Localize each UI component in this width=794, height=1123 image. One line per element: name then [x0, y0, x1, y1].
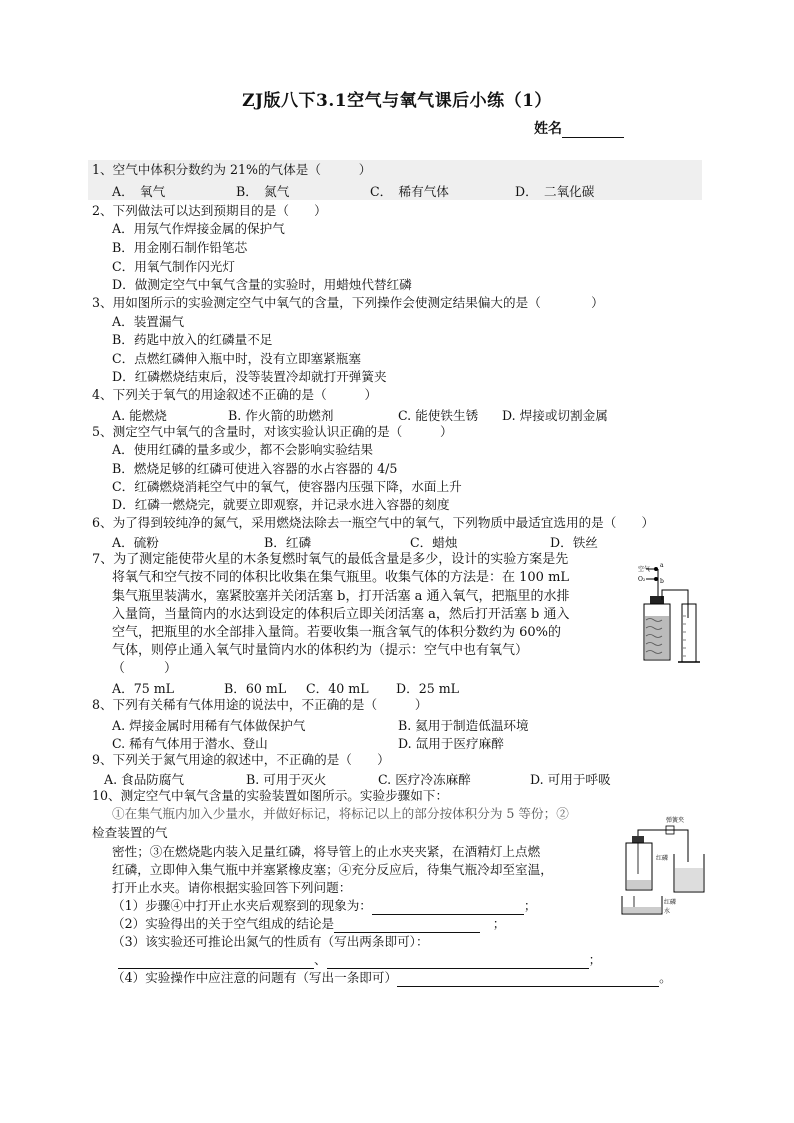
q1-option-a: A． 氧气	[112, 184, 166, 199]
q6-option-a: A．硫粉	[112, 535, 159, 550]
q10-apparatus-figure	[618, 810, 708, 920]
q7-line-3: 集气瓶里装满水，塞紧胶塞并关闭活塞 b，打开活塞 a 通入氧气，把瓶里的水排	[112, 589, 570, 604]
q2-option-d: D．做测定空气中氧气含量的实验时，用蜡烛代替红磷	[112, 277, 412, 292]
q7-line-4: 入量筒，当量筒内的水达到设定的体积后立即关闭活塞 a，然后打开活塞 b 通入	[112, 607, 570, 622]
q2-option-a: A．用氖气作焊接金属的保护气	[112, 221, 285, 236]
q7-line-7: （ ）	[112, 661, 178, 676]
q5-option-c: C．红磷燃烧消耗空气中的氧气，使容器内压强下降，水面上升	[112, 479, 462, 494]
q3-option-b: B．药匙中放入的红磷量不足	[112, 332, 273, 347]
red-phosphorus-label: 红磷	[656, 855, 669, 862]
q8-option-d: D. 氙用于医疗麻醉	[398, 736, 504, 751]
q10-sub-1-blank[interactable]	[372, 901, 524, 915]
q10-line-2: ①在集气瓶内加入少量水，并做好标记，将标记以上的部分按体积分为 5 等份；②	[112, 806, 569, 821]
q10-sub-4: （4）实验操作中应注意的问题有（写出一条即可） 。	[112, 970, 672, 985]
oxygen-label: O₂	[638, 576, 646, 583]
rubber-stopper	[632, 836, 644, 843]
q4-option-d: D. 焊接或切割金属	[502, 408, 608, 423]
measuring-cylinder	[682, 604, 696, 662]
q9-option-c: C. 医疗冷冻麻醉	[378, 772, 471, 787]
name-blank[interactable]	[562, 123, 624, 138]
beaker-water	[675, 868, 703, 891]
q7-line-5: 空气，把瓶里的水全部排入量筒。若要收集一瓶含氧气的体积分数约为 60%的	[112, 625, 562, 640]
q4-option-b: B. 作火箭的助燃剂	[228, 408, 334, 423]
q5-option-b: B．燃烧足够的红磷可使进入容器的水占容器的 4/5	[112, 461, 398, 476]
q7-apparatus-figure	[628, 556, 708, 666]
q10-line-4: 密性；③在燃烧匙内装入足量红磷，将导管上的止水夹夹紧，在酒精灯上点燃	[112, 844, 541, 859]
q9-stem: 9、下列关于氮气用途的叙述中，不正确的是（ ）	[92, 752, 390, 767]
q9-option-d: D. 可用于呼吸	[530, 772, 611, 787]
q5-option-d: D．红磷一燃烧完，就要立即观察，并记录水进入容器的刻度	[112, 497, 450, 512]
q6-option-b: B．红磷	[264, 535, 312, 550]
q7-line-1: 7、为了测定能使带火星的木条复燃时氧气的最低含量是多少，设计的实验方案是先	[92, 552, 569, 567]
q10-sub-4-blank[interactable]	[397, 973, 659, 987]
q10-line-6: 打开止水夹。请你根据实验回答下列问题：	[112, 880, 352, 895]
q4-option-c: C. 能使铁生锈	[398, 408, 479, 423]
q7-option-a: A．75 mL	[112, 681, 175, 696]
q8-option-b: B. 氦用于制造低温环境	[398, 718, 529, 733]
q10-sub-3-blank-1[interactable]	[118, 955, 314, 969]
q1-stem: 1、空气中体积分数约为 21%的气体是（ ）	[92, 162, 372, 177]
q10-sub-3-blank-2[interactable]	[327, 955, 589, 969]
q5-stem: 5、测定空气中氧气的含量时，对该实验认识正确的是（ ）	[92, 424, 453, 439]
q6-option-d: D．铁丝	[550, 535, 598, 550]
page-title: ZJ版八下3.1空气与氧气课后小练（1）	[242, 91, 552, 111]
q3-option-a: A．装置漏气	[112, 314, 185, 329]
q10-line-1: 10、测定空气中氧气含量的实验装置如图所示。实验步骤如下：	[92, 788, 449, 803]
q7-line-2: 将氧气和空气按不同的体积比收集在集气瓶里。收集气体的方法是：在 100 mL	[112, 570, 570, 585]
q8-stem: 8、下列有关稀有气体用途的说法中，不正确的是（ ）	[92, 697, 428, 712]
q10-line-5: 红磷，立即伸入集气瓶中并塞紧橡皮塞；④充分反应后，待集气瓶冷却至室温，	[112, 862, 553, 877]
q6-stem: 6、为了得到较纯净的氮气，采用燃烧法除去一瓶空气中的氧气，下列物质中最适宜选用的是（ ）	[92, 515, 655, 530]
q10-sub-4-text: （4）实验操作中应注意的问题有（写出一条即可）	[112, 970, 398, 985]
q1-option-d: D． 二氧化碳	[515, 184, 595, 199]
q8-option-c: C. 稀有气体用于潜水、登山	[112, 736, 268, 751]
q5-option-a: A．使用红磷的量多或少，都不会影响实验结果	[112, 442, 373, 457]
q7-option-c: C．40 mL	[306, 681, 369, 696]
air-label: 空气	[638, 566, 651, 573]
q10-sub-1: （1）步骤④中打开止水夹后观察到的现象为： ；	[112, 898, 537, 913]
q2-option-b: B．用金刚石制作铅笔芯	[112, 240, 248, 255]
valve-a-label: a	[660, 562, 664, 569]
q1-option-c: C． 稀有气体	[370, 184, 449, 199]
q2-option-c: C．用氧气制作闪光灯	[112, 259, 235, 274]
q3-stem: 3、用如图所示的实验测定空气中氧气的含量，下列操作会使测定结果偏大的是（ ）	[92, 295, 604, 310]
q10-sub-1-text: （1）步骤④中打开止水夹后观察到的现象为：	[112, 898, 372, 913]
valve-b	[654, 577, 658, 581]
q7-option-b: B．60 mL	[224, 681, 287, 696]
q9-option-a: A. 食品防腐气	[104, 772, 185, 787]
valve-a	[654, 567, 658, 571]
q10-sub-2-text: （2）实验得出的关于空气组成的结论是	[112, 916, 335, 931]
name-label: 姓名	[534, 121, 562, 137]
q7-option-d: D．25 mL	[396, 681, 460, 696]
q4-stem: 4、下列关于氧气的用途叙述不正确的是（ ）	[92, 387, 378, 402]
q1-option-b: B． 氮气	[236, 184, 290, 199]
inset-water-label: 水	[664, 908, 671, 915]
q2-stem: 2、下列做法可以达到预期目的是（ ）	[92, 203, 327, 218]
q10-sub-3-blanks: 、 ；	[118, 951, 601, 969]
q10-line-3: 检查装置的气	[92, 825, 168, 840]
q7-line-6: 气体，则停止通入氧气时量筒内水的体积约为（提示：空气中也有氧气）	[112, 643, 529, 658]
q3-option-d: D．红磷燃烧结束后，没等装置冷却就打开弹簧夹	[112, 369, 387, 384]
name-field	[534, 118, 624, 138]
inset-red-phosphorus-label: 红磷	[664, 899, 677, 906]
q10-sub-2-blank[interactable]	[334, 919, 480, 933]
q10-sub-2: （2）实验得出的关于空气组成的结论是 ；	[112, 916, 506, 931]
q4-option-a: A. 能燃烧	[112, 408, 167, 423]
q3-option-c: C．点燃红磷伸入瓶中时，没有立即塞紧瓶塞	[112, 351, 361, 366]
bottle-water	[627, 880, 651, 889]
q9-option-b: B. 可用于灭火	[246, 772, 327, 787]
q6-option-c: C．蜡烛	[410, 535, 458, 550]
q8-option-a: A. 焊接金属时用稀有气体做保护气	[112, 718, 306, 733]
spring-clip-label: 弹簧夹	[666, 817, 685, 824]
q10-sub-3: （3）该实验还可推论出氮气的性质有（写出两条即可）：	[112, 934, 429, 949]
valve-b-label: b	[660, 578, 664, 585]
